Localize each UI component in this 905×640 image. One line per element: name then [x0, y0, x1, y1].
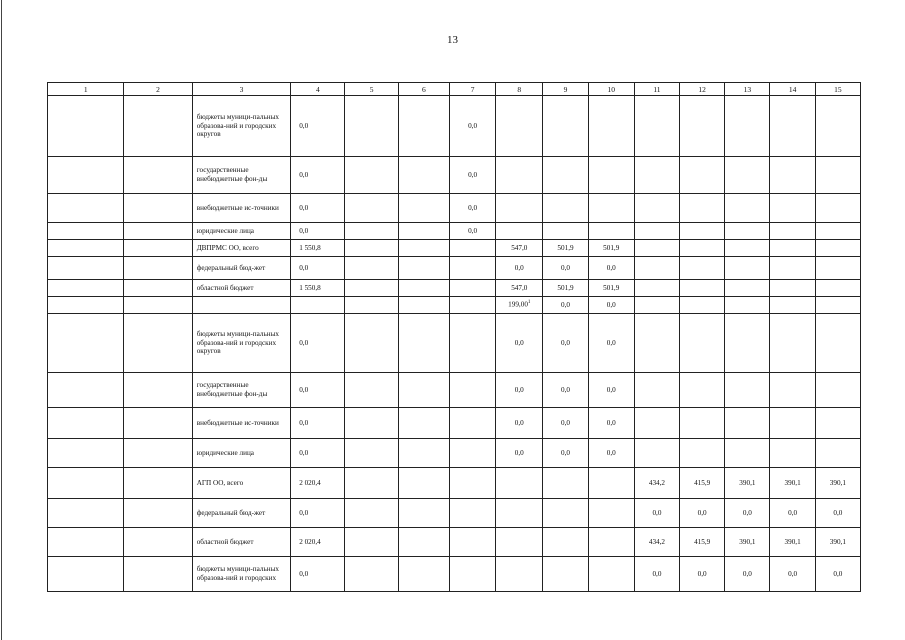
table-cell [634, 223, 679, 240]
table-cell [770, 223, 815, 240]
table-cell: 0,0 [496, 408, 543, 439]
table-row [48, 157, 861, 194]
table-cell [634, 280, 679, 297]
table-row [48, 468, 861, 499]
column-header: 10 [588, 83, 634, 96]
table-cell: 0,0 [543, 439, 588, 468]
table-cell: государственные внебюджетные фон-ды [192, 157, 290, 194]
table-cell [449, 240, 495, 257]
table-row [48, 499, 861, 528]
table-cell: 0,0 [680, 499, 725, 528]
table-cell [398, 223, 449, 240]
table-cell [680, 373, 725, 408]
table-cell [725, 194, 770, 223]
table-cell: 0,0 [291, 96, 345, 157]
table-cell [725, 373, 770, 408]
table-cell: государственные внебюджетные фон-ды [192, 373, 290, 408]
table-cell: 2 020,4 [291, 528, 345, 557]
table-cell [770, 194, 815, 223]
table-cell [588, 557, 634, 592]
table-cell [588, 499, 634, 528]
table-cell [680, 257, 725, 280]
table-cell: бюджеты муници-пальных образова-ний и городских [192, 557, 290, 592]
table-row [48, 408, 861, 439]
table-cell: 0,0 [496, 373, 543, 408]
table-cell [449, 499, 495, 528]
column-header: 4 [291, 83, 345, 96]
table-cell: федеральный бюд-жет [192, 257, 290, 280]
table-cell [398, 439, 449, 468]
table-row [48, 557, 861, 592]
table-cell [345, 439, 398, 468]
table-cell [449, 314, 495, 373]
table-cell: внебюджетные ис-точники [192, 408, 290, 439]
table-cell [815, 157, 860, 194]
table-cell: 0,0 [588, 373, 634, 408]
table-cell: 0,0 [291, 499, 345, 528]
table-cell [634, 240, 679, 257]
table-cell: 390,1 [770, 468, 815, 499]
table-cell: ДВПРМС ОО, всего [192, 240, 290, 257]
table-cell [634, 373, 679, 408]
table-cell: 501,9 [543, 240, 588, 257]
table-cell [398, 96, 449, 157]
table-cell [124, 240, 192, 257]
table-cell [345, 297, 398, 314]
table-cell: 434,2 [634, 468, 679, 499]
table-cell [588, 194, 634, 223]
table-cell [680, 223, 725, 240]
table-row [48, 439, 861, 468]
table-cell: 0,0 [496, 439, 543, 468]
table-cell [345, 499, 398, 528]
table-cell [398, 157, 449, 194]
table-cell [815, 439, 860, 468]
page-number: 13 [447, 34, 458, 46]
table-cell: 0,0 [291, 408, 345, 439]
table-cell: 0,0 [725, 499, 770, 528]
table-cell [725, 408, 770, 439]
table-cell: 0,0 [291, 223, 345, 240]
table-cell [48, 439, 124, 468]
table-cell [449, 528, 495, 557]
table-cell [124, 297, 192, 314]
table-cell [449, 257, 495, 280]
table-cell [449, 373, 495, 408]
column-header: 1 [48, 83, 124, 96]
table-cell: 0,0 [449, 96, 495, 157]
table-cell [588, 528, 634, 557]
table-cell [124, 557, 192, 592]
table-cell [680, 280, 725, 297]
table-cell [48, 468, 124, 499]
table-cell: 0,0 [543, 373, 588, 408]
table-cell [48, 96, 124, 157]
table-cell: федеральный бюд-жет [192, 499, 290, 528]
table-cell: 0,0 [449, 223, 495, 240]
table-cell: 0,0 [725, 557, 770, 592]
table-cell: бюджеты муници-пальных образова-ний и городских округов [192, 96, 290, 157]
table-cell [496, 223, 543, 240]
table-cell [398, 528, 449, 557]
table-cell [124, 96, 192, 157]
table-cell [588, 96, 634, 157]
table-cell [725, 297, 770, 314]
table-cell: 0,0 [543, 408, 588, 439]
table-cell [634, 257, 679, 280]
table-cell [588, 157, 634, 194]
table-cell [725, 439, 770, 468]
table-cell: 390,1 [770, 528, 815, 557]
table-cell: 547,0 [496, 280, 543, 297]
table-cell [770, 157, 815, 194]
table-cell [770, 240, 815, 257]
table-cell [815, 280, 860, 297]
table-cell [815, 257, 860, 280]
table-cell [770, 280, 815, 297]
table-row [48, 280, 861, 297]
table-cell: 501,9 [588, 280, 634, 297]
table-cell: 0,0 [588, 257, 634, 280]
table-row [48, 96, 861, 157]
table-cell [48, 157, 124, 194]
table-row [48, 373, 861, 408]
table-cell: юридические лица [192, 439, 290, 468]
table-cell [124, 468, 192, 499]
table-cell [770, 96, 815, 157]
table-cell: областной бюджет [192, 528, 290, 557]
table-cell [588, 468, 634, 499]
table-cell: 390,1 [725, 468, 770, 499]
table-row [48, 528, 861, 557]
table-cell [48, 257, 124, 280]
table-cell [496, 468, 543, 499]
table-cell [543, 96, 588, 157]
table-cell: 0,0 [291, 439, 345, 468]
table-cell: 0,0 [449, 194, 495, 223]
table-cell [124, 439, 192, 468]
table-cell [725, 96, 770, 157]
column-header: 5 [345, 83, 398, 96]
table-cell [291, 297, 345, 314]
table-cell [496, 157, 543, 194]
table-cell: 0,0 [588, 408, 634, 439]
table-cell [345, 96, 398, 157]
table-cell: 0,0 [291, 194, 345, 223]
table-cell: 0,0 [449, 157, 495, 194]
table-cell: 0,0 [496, 314, 543, 373]
table-cell [680, 439, 725, 468]
column-header: 13 [725, 83, 770, 96]
table-cell: 0,0 [291, 557, 345, 592]
table-header-row [48, 83, 861, 96]
table-cell: 501,9 [543, 280, 588, 297]
table-cell: 0,0 [291, 157, 345, 194]
table-cell [449, 280, 495, 297]
table-cell [398, 240, 449, 257]
table-cell [398, 194, 449, 223]
table-cell [680, 408, 725, 439]
column-header: 3 [192, 83, 290, 96]
table-cell [634, 157, 679, 194]
table-cell [634, 96, 679, 157]
table-cell: 0,0 [588, 439, 634, 468]
table-cell [543, 557, 588, 592]
column-header: 9 [543, 83, 588, 96]
table-cell [48, 314, 124, 373]
column-header: 12 [680, 83, 725, 96]
table-cell: 0,0 [291, 257, 345, 280]
table-cell [124, 499, 192, 528]
table-cell [634, 408, 679, 439]
column-header: 14 [770, 83, 815, 96]
table-cell: 0,0 [543, 314, 588, 373]
table-cell: 1 550,8 [291, 280, 345, 297]
table-cell: 0,0 [680, 557, 725, 592]
table-cell [48, 297, 124, 314]
table-row [48, 314, 861, 373]
table-cell [345, 157, 398, 194]
footnote-marker: 1 [527, 300, 531, 306]
table-cell [48, 557, 124, 592]
table-cell [680, 157, 725, 194]
table-cell: 0,0 [815, 557, 860, 592]
table-cell [449, 408, 495, 439]
table-cell [815, 240, 860, 257]
column-header: 11 [634, 83, 679, 96]
table-cell [398, 373, 449, 408]
table-cell [815, 408, 860, 439]
table-cell [398, 408, 449, 439]
table-cell [496, 528, 543, 557]
table-cell [398, 257, 449, 280]
table-cell [634, 314, 679, 373]
table-row [48, 297, 861, 314]
table-row [48, 240, 861, 257]
table-cell [680, 194, 725, 223]
table-cell [680, 297, 725, 314]
table-cell [680, 314, 725, 373]
table-cell [543, 157, 588, 194]
table-cell: 0,0 [291, 314, 345, 373]
table-cell [725, 257, 770, 280]
table-cell [345, 257, 398, 280]
table-cell: 390,1 [815, 468, 860, 499]
table-cell: 2 020,4 [291, 468, 345, 499]
table-cell [48, 223, 124, 240]
table-cell [543, 499, 588, 528]
table-cell: юридические лица [192, 223, 290, 240]
table-cell: 1 550,8 [291, 240, 345, 257]
table-cell [345, 408, 398, 439]
table-cell [345, 557, 398, 592]
table-cell: 415,9 [680, 528, 725, 557]
table-cell [345, 240, 398, 257]
table-cell [124, 528, 192, 557]
table-cell [770, 373, 815, 408]
table-cell: 0,0 [588, 314, 634, 373]
table-cell [398, 314, 449, 373]
table-cell [588, 223, 634, 240]
table-cell [680, 240, 725, 257]
table-cell [815, 373, 860, 408]
table-cell: областной бюджет [192, 280, 290, 297]
table-cell [815, 194, 860, 223]
table-cell [345, 314, 398, 373]
table-cell: 390,1 [725, 528, 770, 557]
table-cell [124, 280, 192, 297]
table-cell [815, 297, 860, 314]
table-cell [345, 528, 398, 557]
table-cell [496, 96, 543, 157]
table-cell [345, 194, 398, 223]
table-cell: внебюджетные ис-точники [192, 194, 290, 223]
table-cell [543, 528, 588, 557]
table-cell [48, 240, 124, 257]
table-cell [449, 557, 495, 592]
table-cell [345, 223, 398, 240]
table-cell: 434,2 [634, 528, 679, 557]
table-cell [815, 96, 860, 157]
table-cell: 0,0 [291, 373, 345, 408]
table-cell [815, 223, 860, 240]
table-cell [124, 194, 192, 223]
table-cell: 0,0 [496, 257, 543, 280]
table-cell [124, 157, 192, 194]
table-cell [770, 314, 815, 373]
table-cell [48, 194, 124, 223]
table-cell [634, 297, 679, 314]
table-cell [496, 194, 543, 223]
table-cell [398, 557, 449, 592]
table-cell [48, 373, 124, 408]
table-cell [48, 528, 124, 557]
table-cell [725, 240, 770, 257]
table-cell [680, 96, 725, 157]
table-cell [496, 499, 543, 528]
table-cell: 0,0 [543, 257, 588, 280]
table-cell: 0,0 [588, 297, 634, 314]
left-margin-rule [1, 0, 2, 640]
table-cell [398, 280, 449, 297]
table-cell [770, 439, 815, 468]
table-cell [398, 468, 449, 499]
budget-table [47, 82, 861, 592]
table-row [48, 194, 861, 223]
table-cell [345, 280, 398, 297]
table-cell: 0,0 [815, 499, 860, 528]
table-cell [634, 194, 679, 223]
table-cell [725, 157, 770, 194]
column-header: 2 [124, 83, 192, 96]
table-cell [398, 499, 449, 528]
table-cell [124, 257, 192, 280]
table-cell: 390,1 [815, 528, 860, 557]
table-cell: 0,0 [634, 557, 679, 592]
table-cell: 415,9 [680, 468, 725, 499]
table-cell [124, 314, 192, 373]
column-header: 8 [496, 83, 543, 96]
table-cell [48, 408, 124, 439]
table-cell: бюджеты муници-пальных образова-ний и городских округов [192, 314, 290, 373]
table-cell [725, 280, 770, 297]
table-cell: АГП ОО, всего [192, 468, 290, 499]
column-header: 15 [815, 83, 860, 96]
table-cell [449, 297, 495, 314]
table-cell [192, 297, 290, 314]
table-cell: 501,9 [588, 240, 634, 257]
table-cell [770, 408, 815, 439]
table-cell [770, 297, 815, 314]
table-cell [543, 223, 588, 240]
table-cell [124, 373, 192, 408]
table-cell: 0,0 [634, 499, 679, 528]
table-cell: 547,0 [496, 240, 543, 257]
table-cell: 199,00$^1$ [496, 297, 543, 314]
table-cell [345, 468, 398, 499]
table-cell [48, 280, 124, 297]
table-cell [634, 439, 679, 468]
table-cell [124, 408, 192, 439]
table-cell [449, 439, 495, 468]
table-cell [345, 373, 398, 408]
table-row [48, 257, 861, 280]
table-cell [124, 223, 192, 240]
column-header: 7 [449, 83, 495, 96]
table-cell [543, 194, 588, 223]
table-cell [543, 468, 588, 499]
table-cell [449, 468, 495, 499]
table-cell [815, 314, 860, 373]
table-cell: 0,0 [770, 499, 815, 528]
table-cell [496, 557, 543, 592]
table-cell [770, 257, 815, 280]
table-cell [398, 297, 449, 314]
table-cell [725, 314, 770, 373]
table-cell: 0,0 [543, 297, 588, 314]
table-cell: 0,0 [770, 557, 815, 592]
table-cell [48, 499, 124, 528]
table-row [48, 223, 861, 240]
column-header: 6 [398, 83, 449, 96]
table-cell [725, 223, 770, 240]
